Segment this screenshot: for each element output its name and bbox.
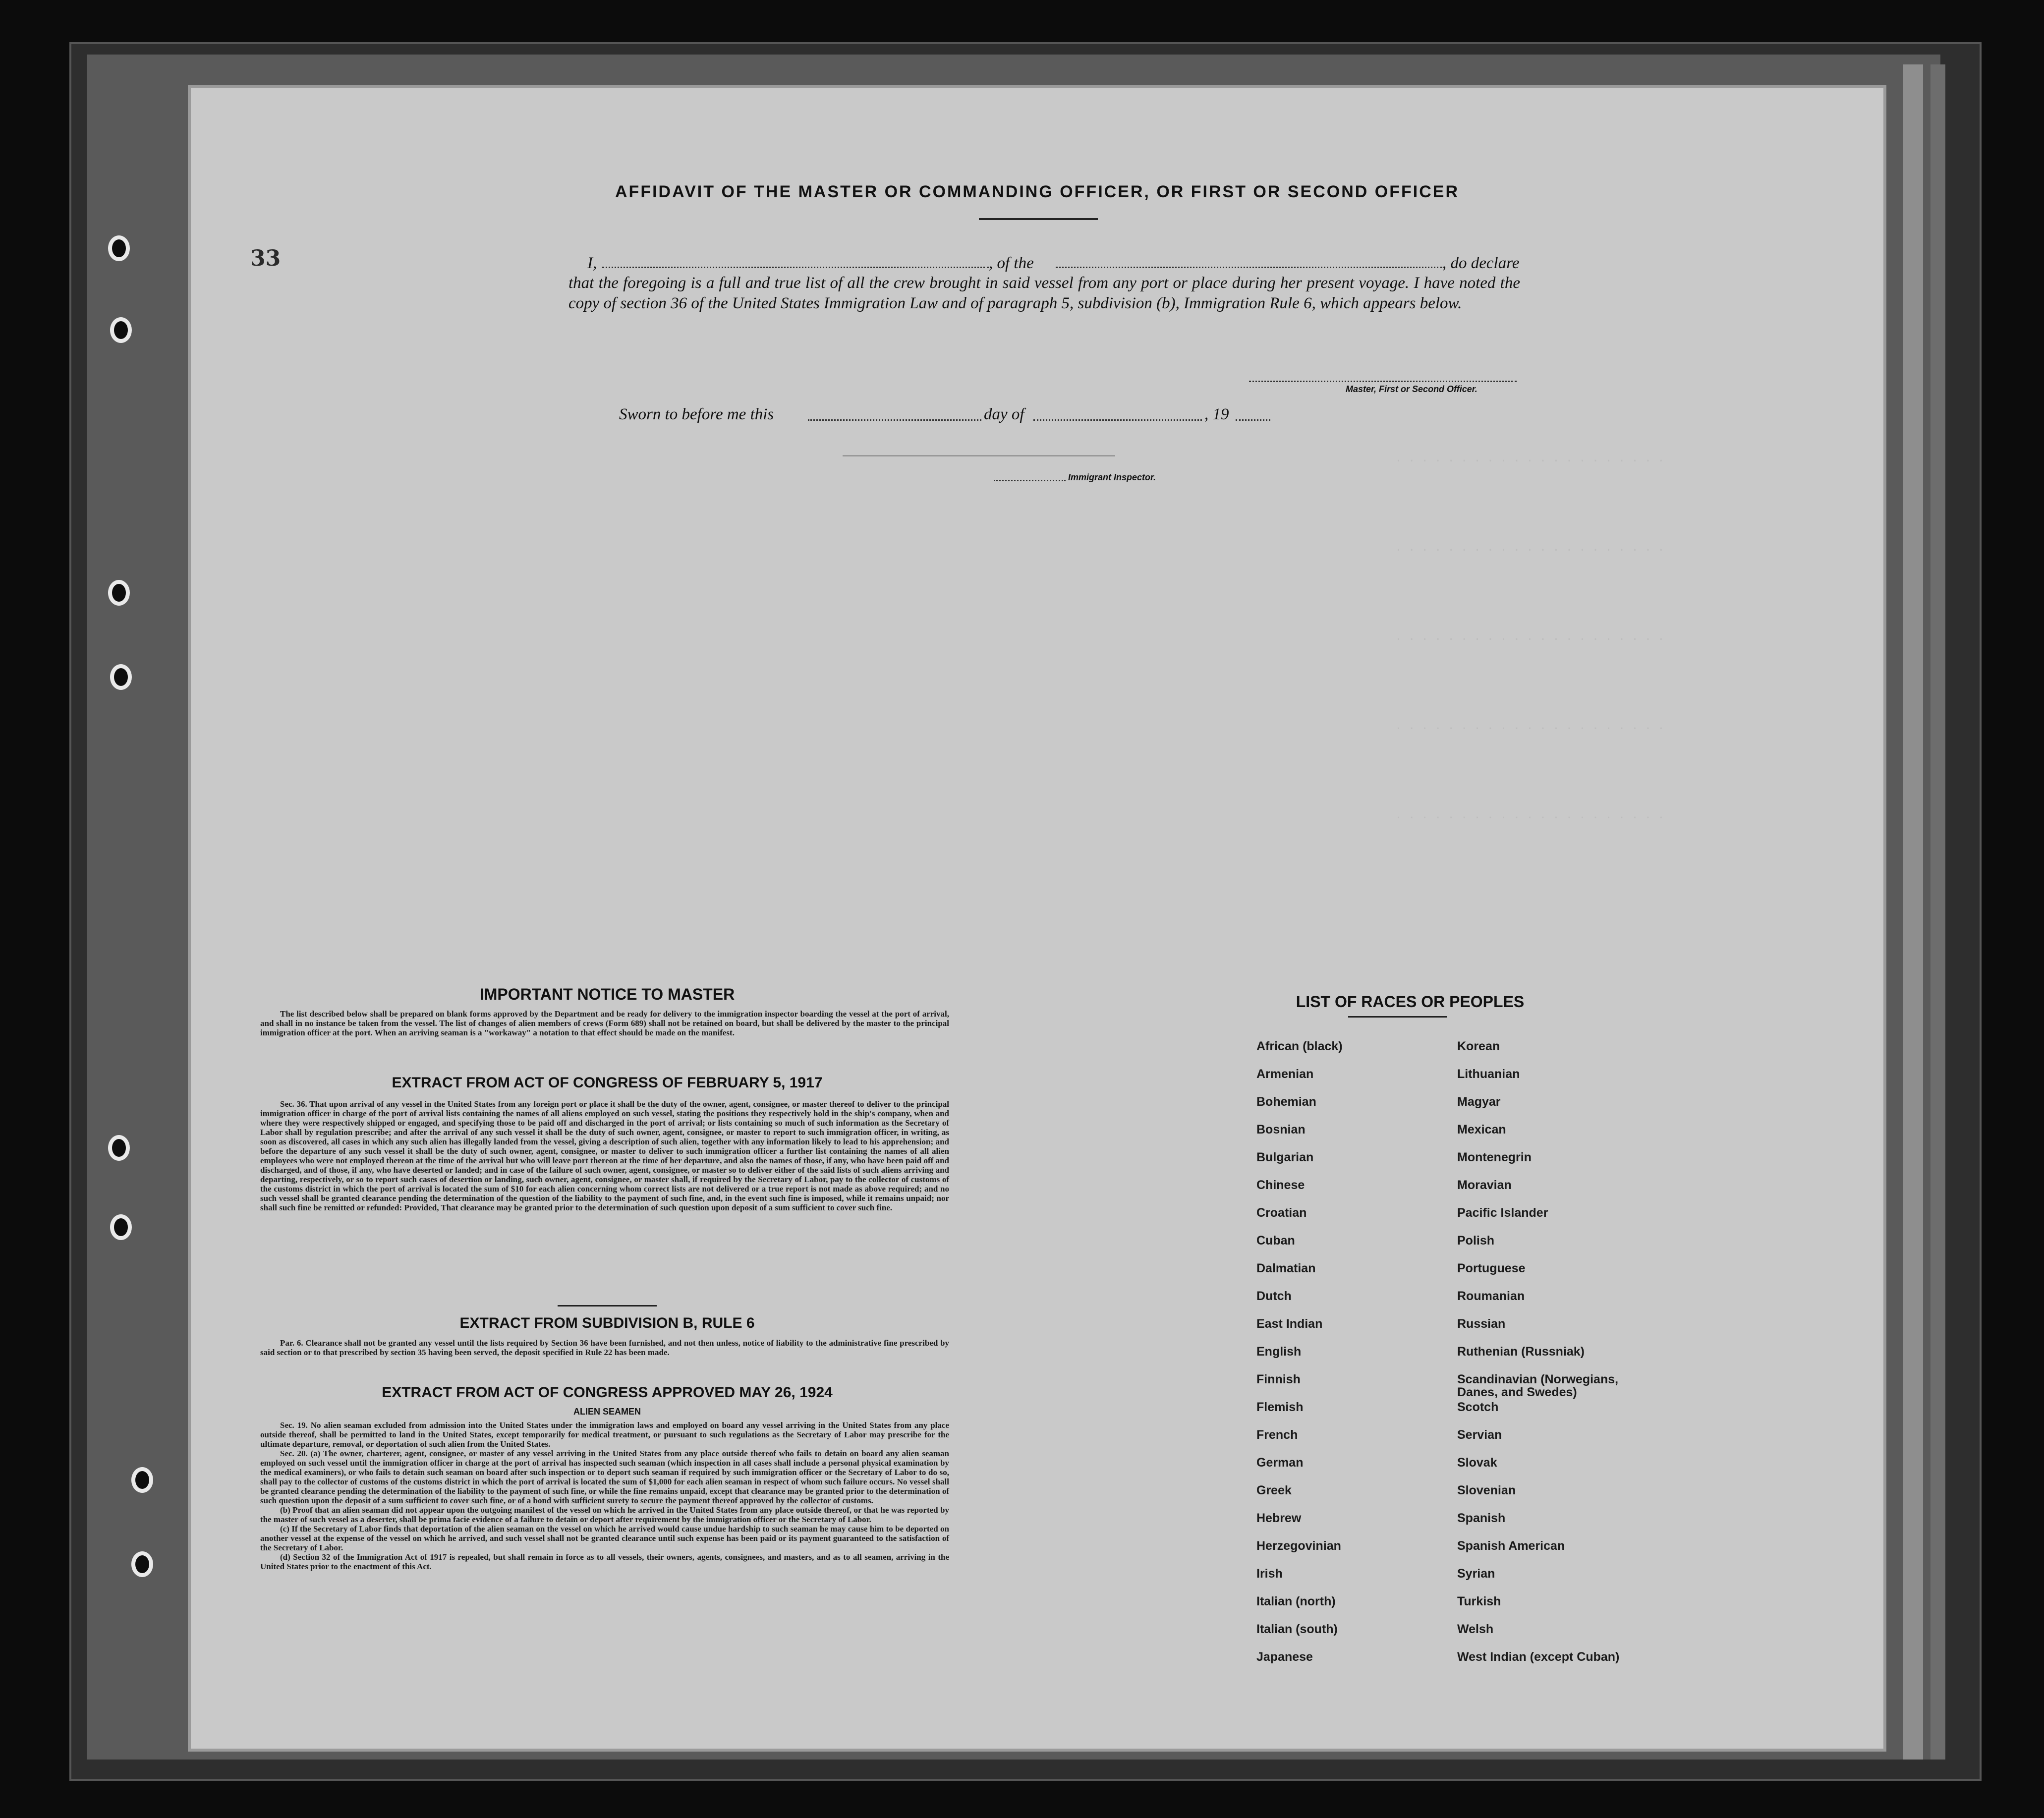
- race-item: Cuban: [1256, 1234, 1295, 1248]
- sworn-day-label: day of: [984, 405, 1024, 423]
- race-item: Slovenian: [1457, 1483, 1516, 1497]
- race-item: Korean: [1457, 1039, 1500, 1053]
- race-item: Dalmatian: [1256, 1261, 1316, 1275]
- race-item: Welsh: [1457, 1622, 1494, 1636]
- declarant-prefix: I,: [587, 254, 597, 272]
- section-20d-paragraph: (d) Section 32 of the Immigration Act of 1917 is repealed, but shall remain in force as to all vessels, their owners, agents, consignees, and masters, and as to all seamen, arriving in the United States prior to the enactment of this Act.: [260, 1552, 949, 1571]
- race-item: Syrian: [1457, 1567, 1495, 1581]
- races-column-2: [1457, 1040, 1655, 1678]
- inspector-label: Immigrant Inspector.: [1068, 472, 1156, 482]
- declare-text: , do declare: [1442, 254, 1520, 272]
- section-20c-paragraph: (c) If the Secretary of Labor finds that deportation of the alien seaman on the vessel on which he arrived would cause undue hardship to such seaman he may cause him to be deported on another vessel at the expense of the vessel on which he arrived, and such vessel shall not be granted clearance until such expense has been paid or its payment guaranteed to the satisfaction of the Secretary of Labor.: [260, 1524, 949, 1552]
- race-item: Flemish: [1256, 1400, 1304, 1414]
- page-edge: [1930, 64, 1945, 1760]
- race-item: Spanish American: [1457, 1539, 1565, 1553]
- notice-text: The list described below shall be prepared on blank forms approved by the Department and be ready for delivery to the immigration inspector boarding the vessel at the port of arrival, and shall in no instance be taken from the vessel. The list of changes of alien members of crews (Form 689) shall not be retained on board, but shall be delivered by the master to the principal immigration officer at the port. When an arriving seaman is a "workaway" a notation to that effect should be made on the manifest.: [260, 1009, 949, 1037]
- bleed-through-text: · · · · · · · · · · · · · · · · · · · · ·: [1395, 633, 1665, 646]
- race-item: Lithuanian: [1457, 1067, 1520, 1081]
- extract-rule6-heading: EXTRACT FROM SUBDIVISION B, RULE 6: [459, 1315, 755, 1331]
- race-item: Mexican: [1457, 1123, 1506, 1136]
- bleed-through-text: · · · · · · · · · · · · · · · · · · · · ·: [1395, 544, 1665, 557]
- race-item: Scotch: [1457, 1400, 1499, 1414]
- affidavit-body: that the foregoing is a full and true list of all the crew brought in said vessel from any port or place during her present voyage. I have noted the copy of section 36 of the United States Immigration Law and of paragraph 5, subdivision (b), Immigration Rule 6, which appears below.: [568, 274, 1520, 312]
- binder-hole: [108, 235, 130, 261]
- race-item: Turkish: [1457, 1594, 1501, 1608]
- section-19-paragraph: Sec. 19. No alien seaman excluded from admission into the United States under the immigration laws and employed on board any vessel arriving in the United States from any place outside thereof, shall be permitted to land in the United States, except temporarily for medical treatment, or pursuant to such regulations as the Secretary of Labor may prescribe for the ultimate departure, removal, or deportation of such alien from the United States.: [260, 1420, 949, 1449]
- race-item: Russian: [1457, 1317, 1506, 1331]
- binder-hole: [131, 1467, 153, 1493]
- race-item: Moravian: [1457, 1178, 1512, 1192]
- extract-1924-subheading: ALIEN SEAMEN: [573, 1407, 641, 1417]
- inspector-signature-field[interactable]: [994, 480, 1066, 481]
- race-item: Polish: [1457, 1234, 1495, 1248]
- race-item: French: [1256, 1428, 1298, 1442]
- binder-hole: [110, 317, 132, 343]
- sworn-month-field[interactable]: [1033, 419, 1202, 421]
- race-item: Portuguese: [1457, 1261, 1526, 1275]
- race-item: Croatian: [1256, 1206, 1307, 1220]
- race-item: Hebrew: [1256, 1511, 1302, 1525]
- binder-hole: [108, 580, 130, 606]
- sworn-day-field[interactable]: [808, 419, 981, 421]
- race-item: Slovak: [1457, 1456, 1497, 1470]
- margin-mark: 33: [250, 246, 281, 271]
- race-item: Pacific Islander: [1457, 1206, 1548, 1220]
- race-item: West Indian (except Cuban): [1457, 1650, 1620, 1664]
- affidavit-sheet: [191, 88, 1883, 1749]
- race-item: Scandinavian (Norwegians, Danes, and Swedes): [1457, 1372, 1619, 1399]
- vessel-prefix: , of the: [989, 254, 1034, 272]
- bleed-through-text: · · · · · · · · · · · · · · · · · · · · ·: [1395, 723, 1665, 735]
- race-item: Servian: [1457, 1428, 1502, 1442]
- binder-hole: [110, 664, 132, 690]
- race-item: Irish: [1256, 1567, 1283, 1581]
- binder-hole: [131, 1551, 153, 1577]
- race-item: German: [1256, 1456, 1304, 1470]
- race-item: Bosnian: [1256, 1123, 1306, 1136]
- sworn-prefix: Sworn to before me this: [619, 405, 774, 423]
- bleed-through-text: · · · · · · · · · · · · · · · · · · · · ·: [1395, 455, 1665, 467]
- extract-1917-heading: EXTRACT FROM ACT OF CONGRESS OF FEBRUARY 5, 1917: [392, 1075, 823, 1091]
- race-item: Roumanian: [1457, 1289, 1525, 1303]
- race-item: Finnish: [1256, 1372, 1301, 1386]
- race-item: Herzegovinian: [1256, 1539, 1341, 1553]
- master-signature-field[interactable]: [1249, 381, 1517, 382]
- race-item: Italian (south): [1256, 1622, 1338, 1636]
- race-item: Spanish: [1457, 1511, 1506, 1525]
- extract-1924-text: [260, 1420, 949, 1571]
- race-item: Bohemian: [1256, 1095, 1316, 1109]
- binder-hole: [110, 1214, 132, 1240]
- races-column-1: [1256, 1040, 1445, 1678]
- section-20a-paragraph: Sec. 20. (a) The owner, charterer, agent, consignee, or master of any vessel arriving in the United States from any place outside thereof who fails to detain on board any alien seaman employed on such vessel until the immigration officer in charge at the port of arrival has inspected such seaman (which inspection in all cases shall include a personal physical examination by the medical examiners), or who fails to detain such seaman on board after such inspection or to deport such seaman if required by such immigration officer or the Secretary of Labor to do so, shall pay to the collector of customs of the customs district in which the port of arrival is located the sum of $1,000 for each alien seaman in respect of whom such failure occurs. No vessel shall be granted clearance pending the determination of the liability to the payment of such fine, or while the fine remains unpaid, except that clearance may be granted prior to the determination of such question upon the deposit of a sum sufficient to cover such fine, or of a bond with sufficient surety to secure the payment thereof approved by the collector of customs.: [260, 1449, 949, 1505]
- race-item: Japanese: [1256, 1650, 1313, 1664]
- section-20b-paragraph: (b) Proof that an alien seaman did not appear upon the outgoing manifest of the vessel on which he arrived in the United States from any place outside thereof, or that he was reported by the master of such vessel as a deserter, shall be prima facie evidence of a failure to detain or deport after requirement by the immigration officer or the Secretary of Labor.: [260, 1505, 949, 1524]
- race-item: English: [1256, 1345, 1302, 1359]
- extract-1924-heading: EXTRACT FROM ACT OF CONGRESS APPROVED MAY 26, 1924: [382, 1384, 833, 1401]
- race-item: Magyar: [1457, 1095, 1501, 1109]
- sworn-year-label: , 19: [1204, 405, 1229, 423]
- inspector-line: [843, 455, 1115, 456]
- race-item: Montenegrin: [1457, 1150, 1532, 1164]
- race-item: African (black): [1256, 1039, 1343, 1053]
- extract-rule6-text: Par. 6. Clearance shall not be granted any vessel until the lists required by Section 36 have been furnished, and not then unless, notice of liability to the administrative fine prescribed by said section or to that prescribed by section 35 having been served, the deposit specified in Rule 22 has been made.: [260, 1338, 949, 1357]
- declarant-name-field[interactable]: [602, 267, 989, 268]
- sworn-year-field[interactable]: [1236, 419, 1270, 421]
- races-heading: LIST OF RACES OR PEOPLES: [1296, 993, 1525, 1011]
- bleed-through-text: · · · · · · · · · · · · · · · · · · · · ·: [1395, 812, 1665, 824]
- section-rule: [558, 1305, 657, 1307]
- vessel-name-field[interactable]: [1056, 267, 1442, 268]
- affidavit-title: AFFIDAVIT OF THE MASTER OR COMMANDING OFFICER, OR FIRST OR SECOND OFFICER: [615, 182, 1459, 201]
- notice-heading: IMPORTANT NOTICE TO MASTER: [479, 985, 735, 1003]
- race-item: Chinese: [1256, 1178, 1305, 1192]
- race-item: Armenian: [1256, 1067, 1314, 1081]
- binder-hole: [108, 1135, 130, 1161]
- race-item: Italian (north): [1256, 1594, 1336, 1608]
- page-edge: [1903, 64, 1923, 1760]
- race-item: Dutch: [1256, 1289, 1292, 1303]
- extract-1917-text: Sec. 36. That upon arrival of any vessel in the United States from any foreign port or place it shall be the duty of the owner, agent, consignee, or master thereof to deliver to the principal immigration officer in charge of the port of arrival lists containing the names of all aliens employed on such vessel, stating the positions they respectively hold in the ship's company, when and where they were respectively shipped or engaged, and specifying those to be paid off and discharged in the port of arrival; or lists containing so much of such information as the Secretary of Labor shall by regulation prescribe; and after the arrival of any such vessel it shall be the duty of such owner, agent, consignee, or master to report to such immigration officer, in writing, as soon as discovered, all cases in which any such alien has illegally landed from the vessel, giving a description of such alien, together with any information likely to lead to his apprehension; and before the departure of any such vessel it shall be the duty of such owner, agent, consignee, or master to deliver to such immigration officer a further list containing the names of all alien employees who were not employed thereon at the time of the arrival but who will leave port thereon at the time of her departure, and also the names of those, if any, who have been paid off and discharged, and of those, if any, who have deserted or landed; and in case of the failure of such owner, agent, consignee, or master so to deliver either of the said lists of such aliens arriving and departing, respectively, or so to report such cases of desertion or landing, such owner, agent, consignee, or master shall, if required by the Secretary of Labor, pay to the collector of customs of the customs district in which the port of arrival is located the sum of $10 for each alien concerning whom correct lists are not delivered or a true report is not made as above required; and no such vessel shall be granted clearance pending the determination of the question of the liability to the payment of such fine, and, in the event such fine is imposed, while it remains unpaid; nor shall such fine be remitted or refunded: Provided, That clearance may be granted prior to the determination of such question upon deposit of a sum sufficient to cover such fine.: [260, 1099, 949, 1212]
- race-item: Bulgarian: [1256, 1150, 1314, 1164]
- race-item: Ruthenian (Russniak): [1457, 1345, 1585, 1359]
- race-item: Greek: [1256, 1483, 1292, 1497]
- races-rule: [1348, 1016, 1447, 1018]
- master-label: Master, First or Second Officer.: [1346, 384, 1477, 394]
- race-item: East Indian: [1256, 1317, 1323, 1331]
- title-rule: [979, 218, 1098, 220]
